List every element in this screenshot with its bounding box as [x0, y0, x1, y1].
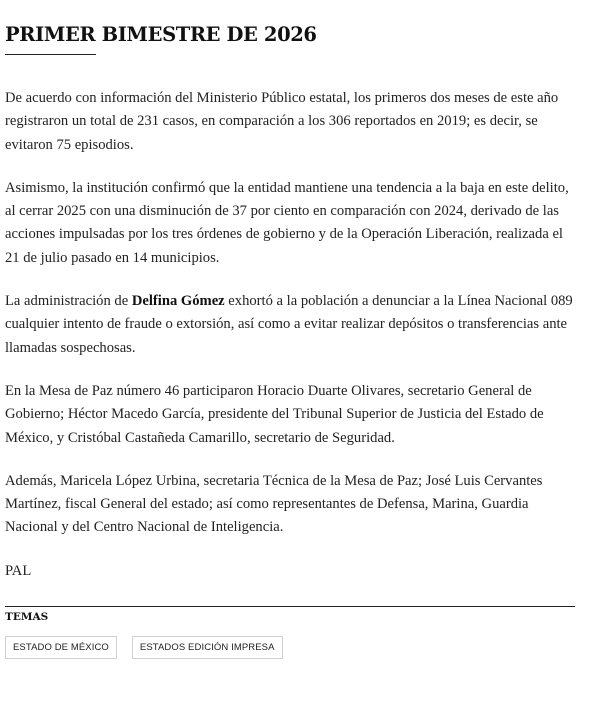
topic-tags [5, 636, 575, 659]
article-paragraph-3 [5, 290, 575, 360]
heading-underline [5, 54, 96, 55]
author-signature: PAL [5, 562, 32, 579]
official-name: Delfina Gómez [131, 293, 225, 310]
article-paragraph-2: Asimismo, la institución confirmó que la entidad mantiene una tendencia a la baja en este delito, al cerrar 2025 con una disminución de 37 por ciento en comparación con 2024, derivado de las acciones impulsadas por los tres órdenes de gobierno y de la Operación Liberación, realizada el 21 de julio pasado en 14 municipios. [5, 179, 569, 266]
topics-divider [5, 606, 575, 607]
tag-estado-de-mexico[interactable]: ESTADO DE MÉXICO [5, 636, 117, 659]
paragraph-3-text-end: exhortó a la población a denunciar a la Línea Nacional 089 cualquier intento de fraude o extorsión, así como a evitar realizar depósitos o transferencias ante llamadas sospechosas. [5, 293, 573, 356]
article-paragraph-5: Además, Maricela López Urbina, secretaria Técnica de la Mesa de Paz; José Luis Cervantes Martínez, fiscal General del estado; así como representantes de Defensa, Marina, Guardia Nacional y del Centro Nacional de Inteligencia. [5, 472, 543, 536]
paragraph-3-text-start: La administración de [5, 293, 132, 310]
section-heading: PRIMER BIMESTRE DE 2026 [5, 23, 317, 46]
article-paragraph-1: De acuerdo con información del Ministerio Público estatal, los primeros dos meses de este año registraron un total de 231 casos, en comparación a los 306 reportados en 2019; es decir, se evitaron 75 episodios. [5, 90, 559, 153]
tag-estados-edicion-impresa[interactable]: ESTADOS EDICIÓN IMPRESA [132, 636, 283, 659]
article [5, 0, 575, 659]
topics-label: TEMAS [5, 611, 49, 624]
article-paragraph-4: En la Mesa de Paz número 46 participaron Horacio Duarte Olivares, secretario General de Gobierno; Héctor Macedo García, presidente del Tribunal Superior de Justicia del Estado de México, y Cristóbal Castañeda Camarillo, secretario de Seguridad. [5, 382, 544, 446]
